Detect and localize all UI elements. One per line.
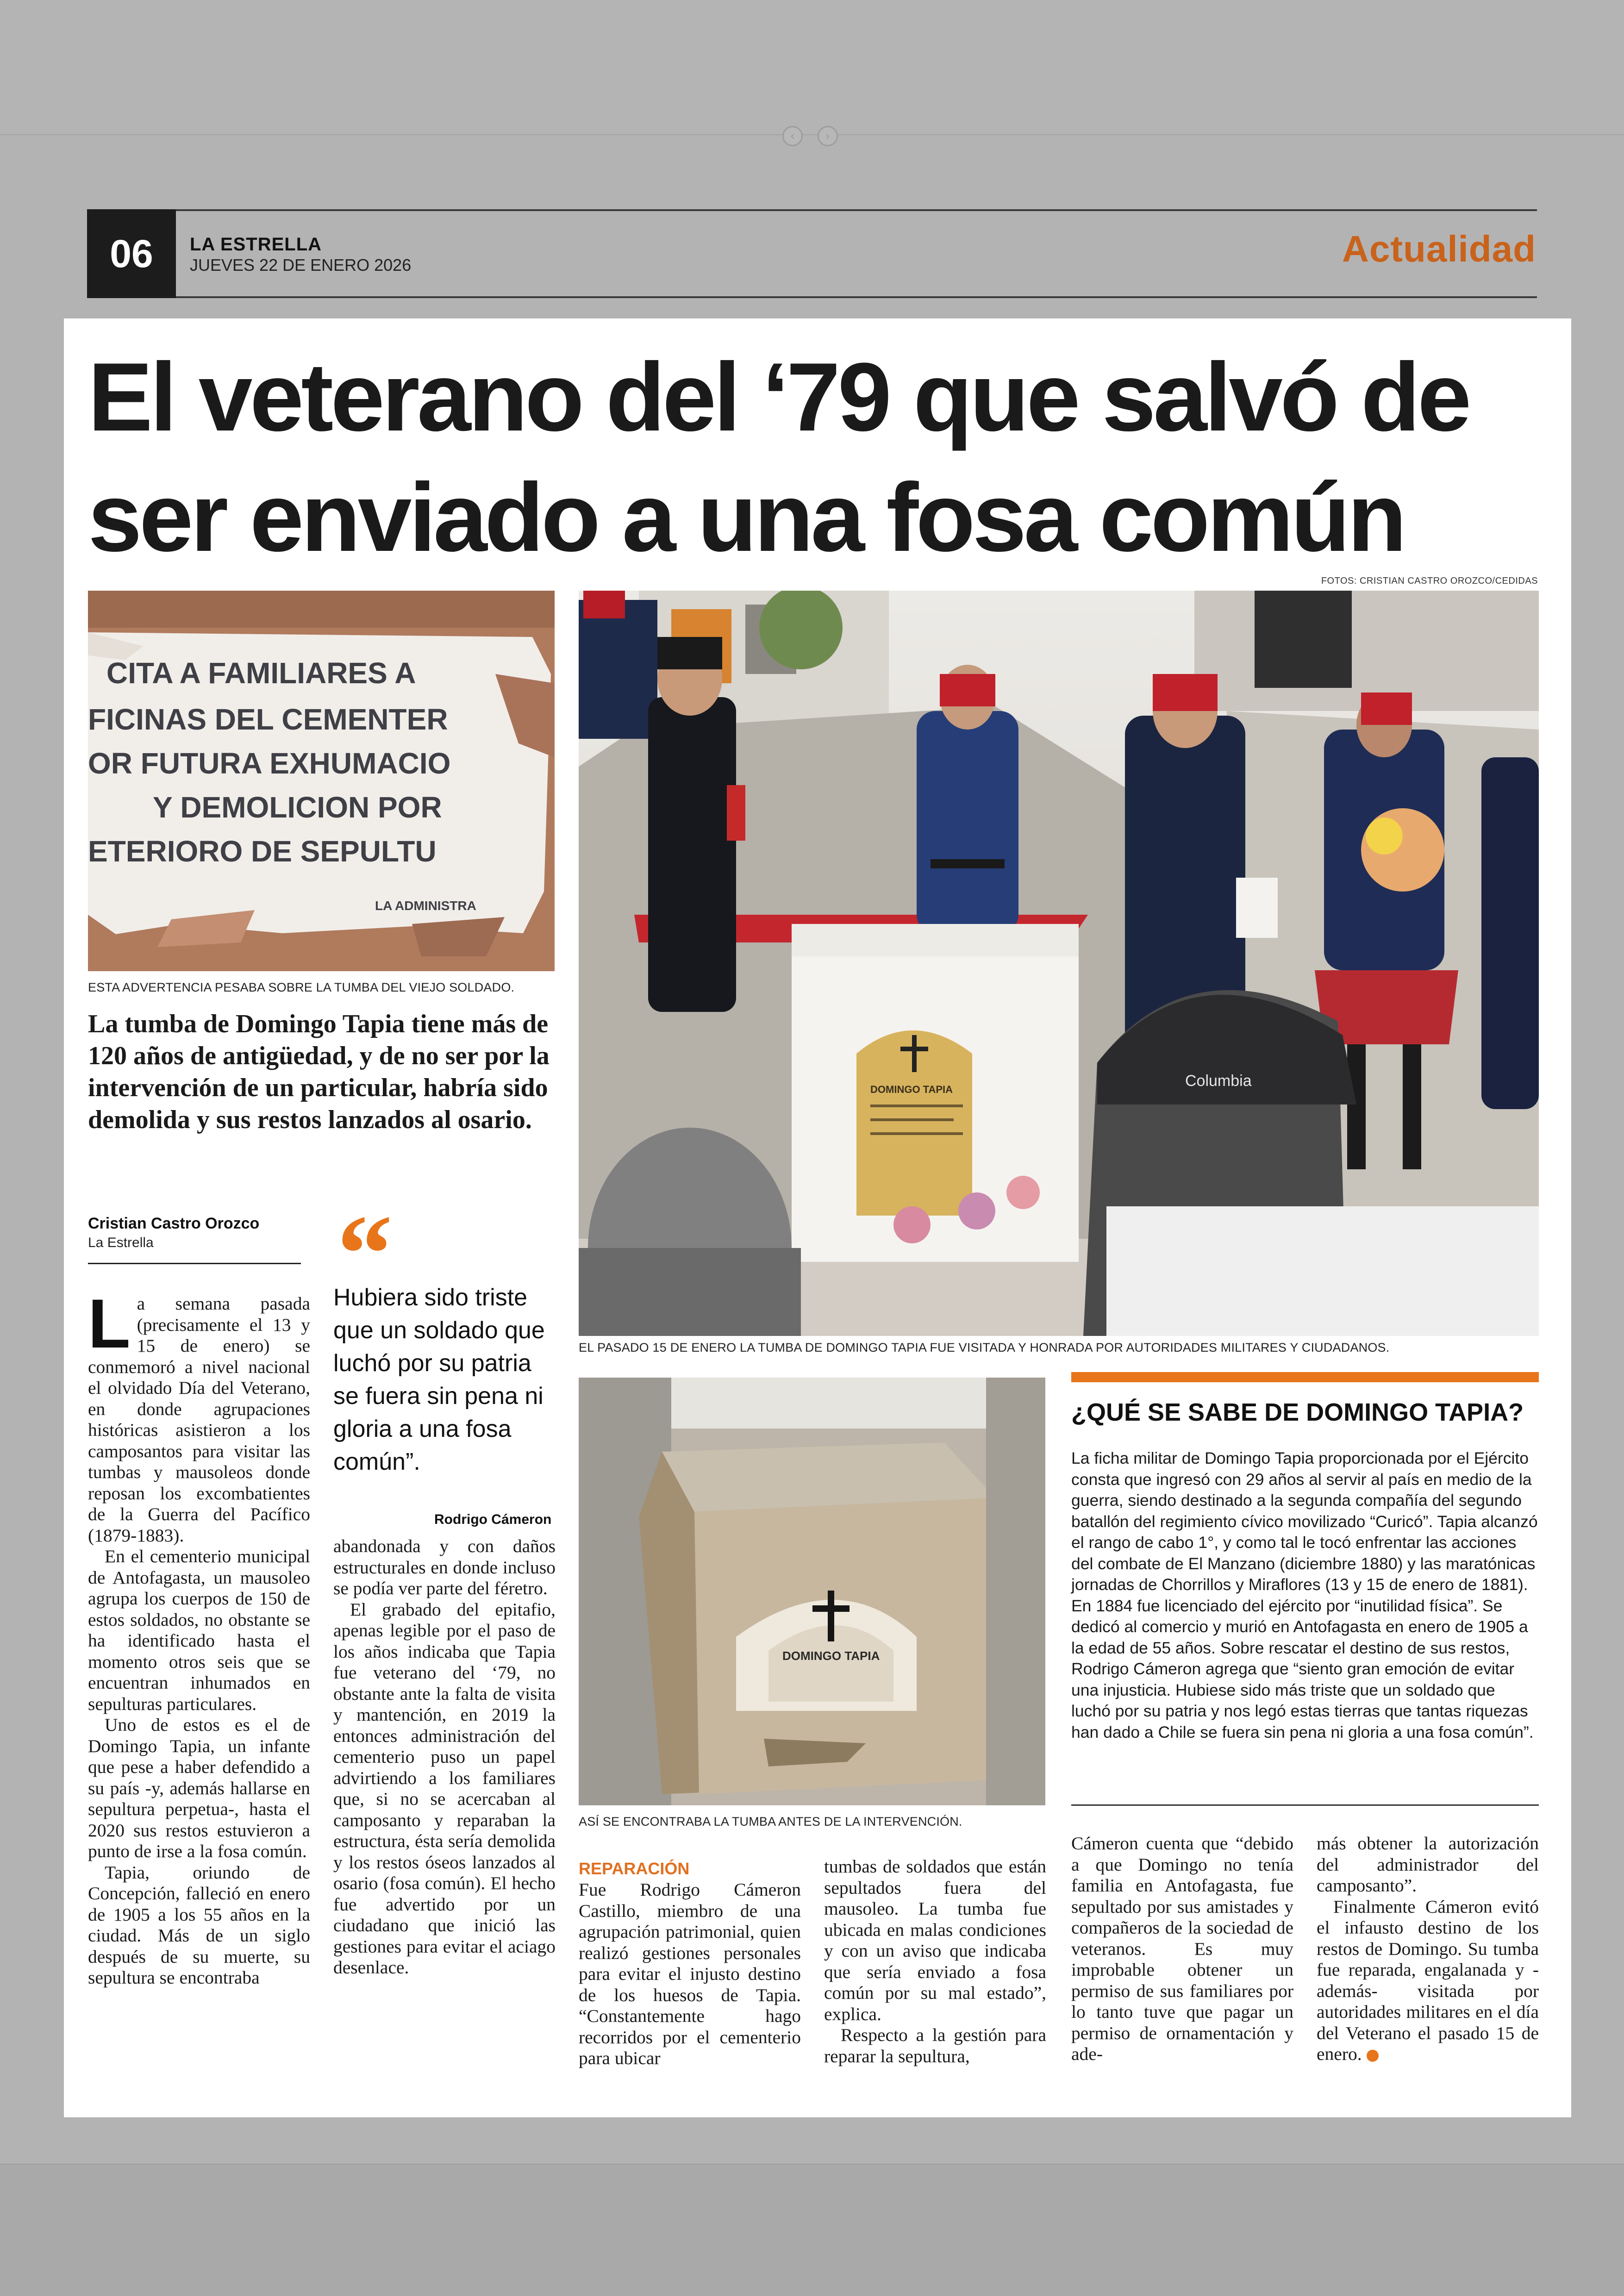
headline: El veterano del ‘79 que salvó de ser enviado a una fosa común <box>88 343 1469 572</box>
paragraph: a semana pasada (precisamente el 13 y 15 de enero) se conmemoró a nivel nacional el olvidado Día del Veterano, en donde agrupaciones históricas asistieron a los camposantos para visitar las tumbas y mausoleos donde reposan los excombatientes de la Guerra del Pacífico (1879-1883). <box>88 1293 310 1546</box>
subhead-reparacion: REPARACIÓN <box>579 1859 690 1878</box>
newspaper-page <box>64 318 1571 2117</box>
old-tomb-caption: ASÍ SE ENCONTRABA LA TUMBA ANTES DE LA INTERVENCIÓN. <box>579 1815 962 1828</box>
page-number: 06 <box>87 209 176 298</box>
ceremony-plaque-text: DOMINGO TAPIA <box>870 1084 953 1095</box>
viewer-bottom-bar <box>0 2164 1624 2296</box>
prev-page-button[interactable]: ‹ <box>782 126 803 146</box>
ceremony-caption: EL PASADO 15 DE ENERO LA TUMBA DE DOMINGO TAPIA FUE VISITADA Y HONRADA POR AUTORIDADES MILITARES Y CIUDADANOS. <box>579 1341 1390 1354</box>
old-plaque-text: DOMINGO TAPIA <box>782 1649 880 1663</box>
header-rule-bottom <box>87 296 1537 298</box>
end-of-article-icon <box>1367 2050 1379 2062</box>
paragraph: Respecto a la gestión para reparar la sepultura, <box>824 2025 1046 2066</box>
body-column-4 <box>824 1856 1046 2067</box>
photo-credit: FOTOS: CRISTIAN CASTRO OROZCO/CEDIDAS <box>1321 576 1538 586</box>
paragraph: Uno de estos es el de Domingo Tapia, un infante que pese a haber defendido a su país -y, además hallarse en sepultura perpetua-, hasta el 2020 sus restos estuvieron a punto de irse a la fosa común. <box>88 1715 310 1861</box>
warning-sign-photo <box>88 591 555 971</box>
body-column-2 <box>333 1536 556 1978</box>
paragraph: Tapia, oriundo de Concepción, falleció en enero de 1905 a los 55 años en la ciudad. Más de un siglo después de su muerte, su sepultura se encontraba <box>88 1862 310 1988</box>
paragraph: En el cementerio municipal de Antofagasta, un mausoleo agrupa los cuerpos de 150 de estos soldados, no obstante se ha identificado hasta el momento otros seis que se encuentran inhumados en sepulturas particulares. <box>88 1546 310 1714</box>
header-rule-top <box>87 209 1537 211</box>
sign-text-line: Y DEMOLICION POR <box>153 791 442 824</box>
pull-quote-source: Rodrigo Cámeron <box>434 1512 552 1527</box>
sidebar-title: ¿QUÉ SE SABE DE DOMINGO TAPIA? <box>1071 1398 1524 1426</box>
drop-cap: L <box>88 1285 131 1362</box>
paragraph: Cámeron cuenta que “debido a que Domingo no tenía familia en Antofagasta, fue sepultado por sus amistades y compañeros de la sociedad de veteranos. Es muy improbable obtener un permiso de sus familiares por lo tanto tuve que pagar un permiso de ornamentación y ade- <box>1071 1833 1293 2064</box>
sign-text-line: LA ADMINISTRA <box>375 898 476 913</box>
author-publication: La Estrella <box>88 1235 154 1250</box>
body-column-3 <box>579 1879 801 2069</box>
article-lead: La tumba de Domingo Tapia tiene más de 120 años de antigüedad, y de no ser por la intervención de un particular, habría sido demolida y sus restos lanzados al osario. <box>88 1010 550 1134</box>
paragraph: abandonada y con daños estructurales en donde incluso se podía ver parte del féretro. <box>333 1536 556 1598</box>
sign-text-line: OR FUTURA EXHUMACIO <box>88 747 451 780</box>
paragraph: Finalmente Cámeron evitó el infausto destino de los restos de Domingo. Su tumba fue reparada, engalanada y -además- visitada por autoridades militares en el día del Veterano el pasado 15 de enero. <box>1317 1896 1539 2064</box>
warning-sign-caption: ESTA ADVERTENCIA PESABA SOBRE LA TUMBA DEL VIEJO SOLDADO. <box>88 980 515 994</box>
author-name: Cristian Castro Orozco <box>88 1215 260 1232</box>
body-column-6 <box>1317 1833 1539 2065</box>
paragraph: más obtener la autorización del administrador del camposanto”. <box>1317 1833 1539 1896</box>
viewer-page-nav <box>782 126 838 146</box>
sidebar-body: La ficha militar de Domingo Tapia proporcionada por el Ejército consta que ingresó con 29 años al servir al país en medio de la guerra, siendo destinado a la segunda compañía del segundo batallón del regimiento cívico movilizado “Curicó”. Tapia alcanzó el rango de cabo 1°, y como tal le tocó enfrentar las acciones del combate de El Manzano (diciembre 1880) y las maratónicas jornadas de Chorrillos y Miraflores (13 y 15 de enero de 1881). En 1884 fue licenciado del ejército por “inutilidad física”. Se dedicó al comercio y murió en Antofagasta en enero de 1905 a la edad de 55 años. Sobre rescatar el destino de sus restos, Rodrigo Cámeron agrega que “siento gran emoción de evitar una injusticia. Hubiese sido más triste que un soldado que luchó por su patria y nos legó estas tierras que tantas riquezas han dado a Chile se fuera sin pena ni gloria a una fosa común”. <box>1071 1449 1538 1741</box>
sign-text-line: CITA A FAMILIARES A <box>106 656 416 690</box>
ceremony-photo <box>579 591 1539 1336</box>
viewer-top-bar <box>0 0 1624 135</box>
newspaper-name: LA ESTRELLA <box>190 234 322 255</box>
next-page-button[interactable]: › <box>818 126 838 146</box>
issue-date: JUEVES 22 DE ENERO 2026 <box>190 256 412 275</box>
cap-logo-text: Columbia <box>1185 1072 1252 1090</box>
byline-rule <box>88 1263 301 1264</box>
paragraph: El grabado del epitafio, apenas legible por el paso de los años indicaba que Tapia fue veterano del ‘79, no obstante ante la falta de visita y mantención, en 2019 la entonces administración del cementerio puso un papel advirtiendo a los familiares que, si no se acercaban al camposanto y reparaban la estructura, ésta sería demolida y los restos óseos lanzados al osario (fosa común). El hecho fue advertido por un ciudadano que inició las gestiones para evitar el aciago desenlace. <box>333 1599 556 1978</box>
paragraph: Fue Rodrigo Cámeron Castillo, miembro de una agrupación patrimonial, quien realizó gestiones personales para evitar el injusto destino de los huesos de Tapia. “Constantemente hago recorridos por el cementerio para ubicar <box>579 1879 801 2068</box>
sign-text-line: ETERIORO DE SEPULTU <box>88 835 437 868</box>
paragraph: tumbas de soldados que están sepultados fuera del mausoleo. La tumba fue ubicada en malas condiciones y con un aviso que indicaba que sería enviado a fosa común por su mal estado”, explica. <box>824 1856 1046 2024</box>
old-tomb-photo <box>579 1378 1045 1805</box>
pull-quote: Hubiera sido triste que un soldado que luchó por su patria se fuera sin pena ni gloria a una fosa común”. <box>333 1284 545 1475</box>
sign-text-line: FICINAS DEL CEMENTER <box>88 703 448 736</box>
body-column-5 <box>1071 1833 1293 2065</box>
quote-mark-icon: “ <box>337 1192 393 1315</box>
sidebar-rule <box>1071 1804 1539 1806</box>
section-name: Actualidad <box>1342 228 1536 269</box>
sidebar-accent-bar <box>1071 1372 1539 1382</box>
body-column-1 <box>88 1285 310 1989</box>
